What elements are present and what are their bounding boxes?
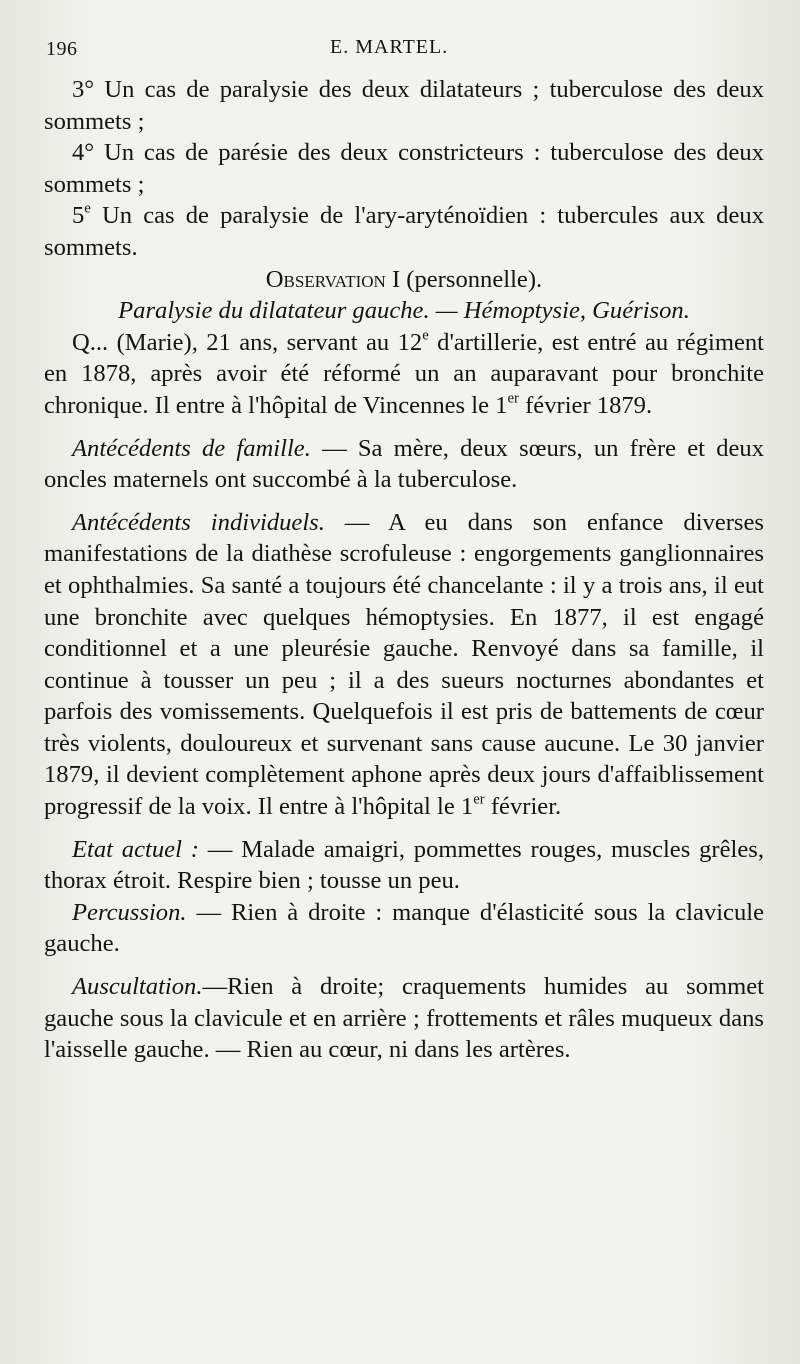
case-intro-part-2: d'artillerie, est entré au régiment en 1878, après avoir été réformé un an auparavant pour bronchite chronique. Il entre à l'hôpital de Vincennes le 1 xyxy=(44,328,764,419)
running-head: E. MARTEL. xyxy=(330,36,449,58)
list-item-5-number: 5 xyxy=(72,202,85,230)
current-state-text: — Malade amaigri, pommettes rouges, muscles grêles, thorax étroit. Respire bien ; tousse un peu. xyxy=(44,835,764,895)
individual-history-text-1: — A eu dans son enfance diverses manifestations de la diathèse scrofuleuse : engorgements ganglionnaires et ophthalmies. Sa santé a toujours été chancelante : il y a trois ans, il eut une bronchite avec quelques hémoptysies. En 1877, il est engagé conditionnel et a une pleurésie gauche. Renvoyé dans sa famille, il continue à tousser un peu ; il a des sueurs nocturnes abondantes et parfois des vomissements. Quelquefois il est pris de battements de cœur très violents, douloureux et survenant sans cause aucune. Le 30 janvier 1879, il devient complètement aphone après deux jours d'affaiblissement progressif de la voix. Il entre à l'hôpital le 1 xyxy=(44,508,764,821)
list-item-5-text: Un cas de paralysie de l'ary-aryténoïdien : tubercules aux deux sommets. xyxy=(44,202,764,261)
case-intro-part-3: février 1879. xyxy=(518,391,653,419)
individual-history-superscript: er xyxy=(473,791,485,808)
case-intro-part-1: Q... (Marie), 21 ans, servant au 12 xyxy=(72,328,423,356)
case-intro xyxy=(44,327,764,422)
current-state-label: Etat actuel : xyxy=(72,835,199,863)
observation-subtitle: Paralysie du dilatateur gauche. — Hémoptysie, Guérison. xyxy=(118,297,690,325)
individual-history-text-2: février. xyxy=(484,793,562,821)
individual-history-label: Antécédents individuels. xyxy=(72,508,325,536)
percussion-text: — Rien à droite : manque d'élasticité sous la clavicule gauche. xyxy=(44,898,764,958)
percussion xyxy=(44,897,764,960)
case-intro-superscript-1: e xyxy=(422,327,429,344)
auscultation-text: —Rien à droite; craquements humides au sommet gauche sous la clavicule et en arrière ; frottements et râles muqueux dans l'aisselle gauche. — Rien au cœur, ni dans les artères. xyxy=(44,973,764,1064)
individual-history xyxy=(44,507,764,823)
family-history-text: — Sa mère, deux sœurs, un frère et deux oncles maternels ont succombé à la tuberculose. xyxy=(44,434,765,494)
observation-title-rest: I (personnelle). xyxy=(385,265,543,293)
percussion-label: Percussion. xyxy=(72,898,187,926)
family-history-label: Antécédents de famille. xyxy=(72,434,311,462)
body-text xyxy=(44,74,764,1066)
family-history xyxy=(44,433,764,496)
case-intro-superscript-2: er xyxy=(507,390,519,407)
page-header xyxy=(46,34,740,66)
list-item-5-superscript: e xyxy=(84,201,91,218)
auscultation-label: Auscultation. xyxy=(72,973,203,1001)
list-item-5 xyxy=(44,200,764,263)
list-item-3: 3° Un cas de paralysie des deux dilatateurs ; tuberculose des deux sommets ; xyxy=(44,76,764,135)
auscultation xyxy=(44,971,764,1066)
observation-title xyxy=(44,264,764,296)
list-item-4: 4° Un cas de parésie des deux constricteurs : tuberculose des deux sommets ; xyxy=(44,139,764,198)
observation-title-main: Observation xyxy=(265,265,386,293)
page-number: 196 xyxy=(46,38,78,60)
current-state xyxy=(44,834,764,897)
